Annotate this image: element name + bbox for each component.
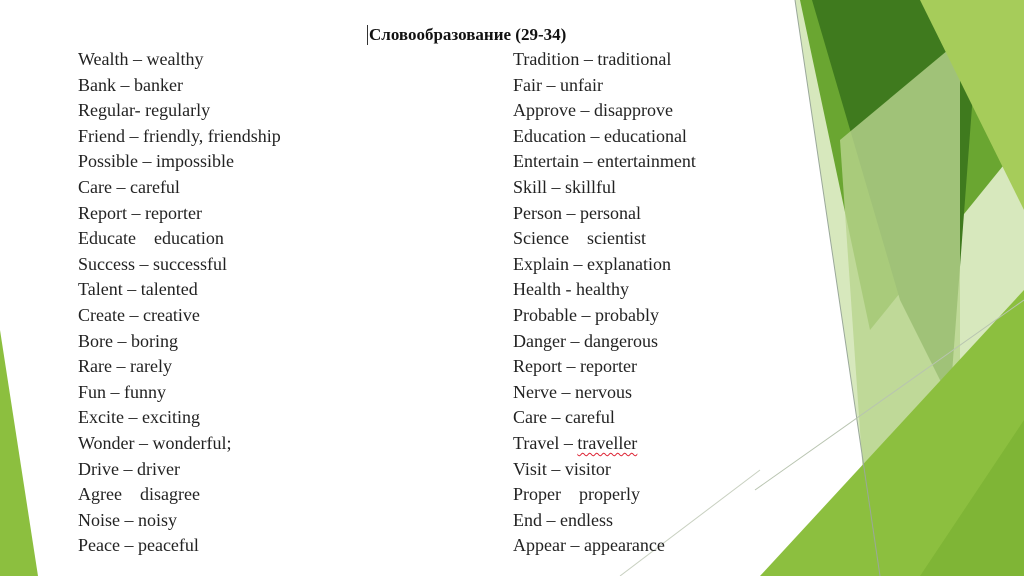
list-item: Explain – explanation bbox=[513, 253, 671, 274]
list-item: Education – educational bbox=[513, 125, 687, 146]
list-item: Report – reporter bbox=[78, 202, 202, 223]
list-item: Visit – visitor bbox=[513, 458, 611, 479]
list-item: Danger – dangerous bbox=[513, 330, 658, 351]
list-item: Fun – funny bbox=[78, 381, 167, 402]
list-item: Rare – rarely bbox=[78, 356, 172, 377]
list-item: Probable – probably bbox=[513, 304, 659, 325]
list-item: Educate education bbox=[78, 228, 224, 249]
list-item: Wealth – wealthy bbox=[78, 49, 204, 69]
list-item: Talent – talented bbox=[78, 279, 198, 300]
list-item: Success – successful bbox=[78, 253, 227, 274]
list-item: Health - healthy bbox=[513, 279, 629, 300]
list-item: Fair – unfair bbox=[513, 74, 603, 95]
list-item: Bank – banker bbox=[78, 74, 183, 95]
list-item: Care – careful bbox=[513, 407, 615, 428]
list-item: Drive – driver bbox=[78, 458, 180, 479]
list-item: Bore – boring bbox=[78, 330, 178, 351]
list-item: Agree disagree bbox=[78, 484, 200, 505]
list-item: Person – personal bbox=[513, 202, 641, 223]
list-item: Entertain – entertainment bbox=[513, 151, 696, 172]
list-item: Excite – exciting bbox=[78, 407, 200, 428]
list-item: Proper properly bbox=[513, 484, 640, 505]
list-item bbox=[513, 431, 696, 457]
left-green-shape bbox=[0, 330, 38, 576]
list-item: Nerve – nervous bbox=[513, 381, 632, 402]
list-item: Report – reporter bbox=[513, 356, 637, 377]
page-title: Словообразование (29-34) bbox=[369, 25, 567, 44]
list-item: Friend – friendly, friendship bbox=[78, 125, 281, 146]
list-item: Peace – peaceful bbox=[78, 535, 199, 556]
list-item: Noise – noisy bbox=[78, 509, 177, 530]
left-word-list bbox=[78, 47, 281, 559]
list-item: Wonder – wonderful; bbox=[78, 432, 232, 453]
list-item: Create – creative bbox=[78, 304, 200, 325]
misspelled-word: traveller bbox=[577, 432, 638, 453]
list-item: Science scientist bbox=[513, 228, 646, 249]
list-item: Care – careful bbox=[78, 176, 180, 197]
list-item: Possible – impossible bbox=[78, 151, 235, 172]
right-word-list bbox=[513, 47, 696, 559]
list-item: Approve – disapprove bbox=[513, 100, 673, 121]
list-item-text: Travel – bbox=[513, 432, 578, 453]
list-item: Regular- regularly bbox=[78, 100, 211, 121]
list-item: Skill – skillful bbox=[513, 176, 617, 197]
list-item: End – endless bbox=[513, 509, 613, 530]
list-item: Tradition – traditional bbox=[513, 49, 672, 69]
list-item: Appear – appearance bbox=[513, 535, 665, 556]
